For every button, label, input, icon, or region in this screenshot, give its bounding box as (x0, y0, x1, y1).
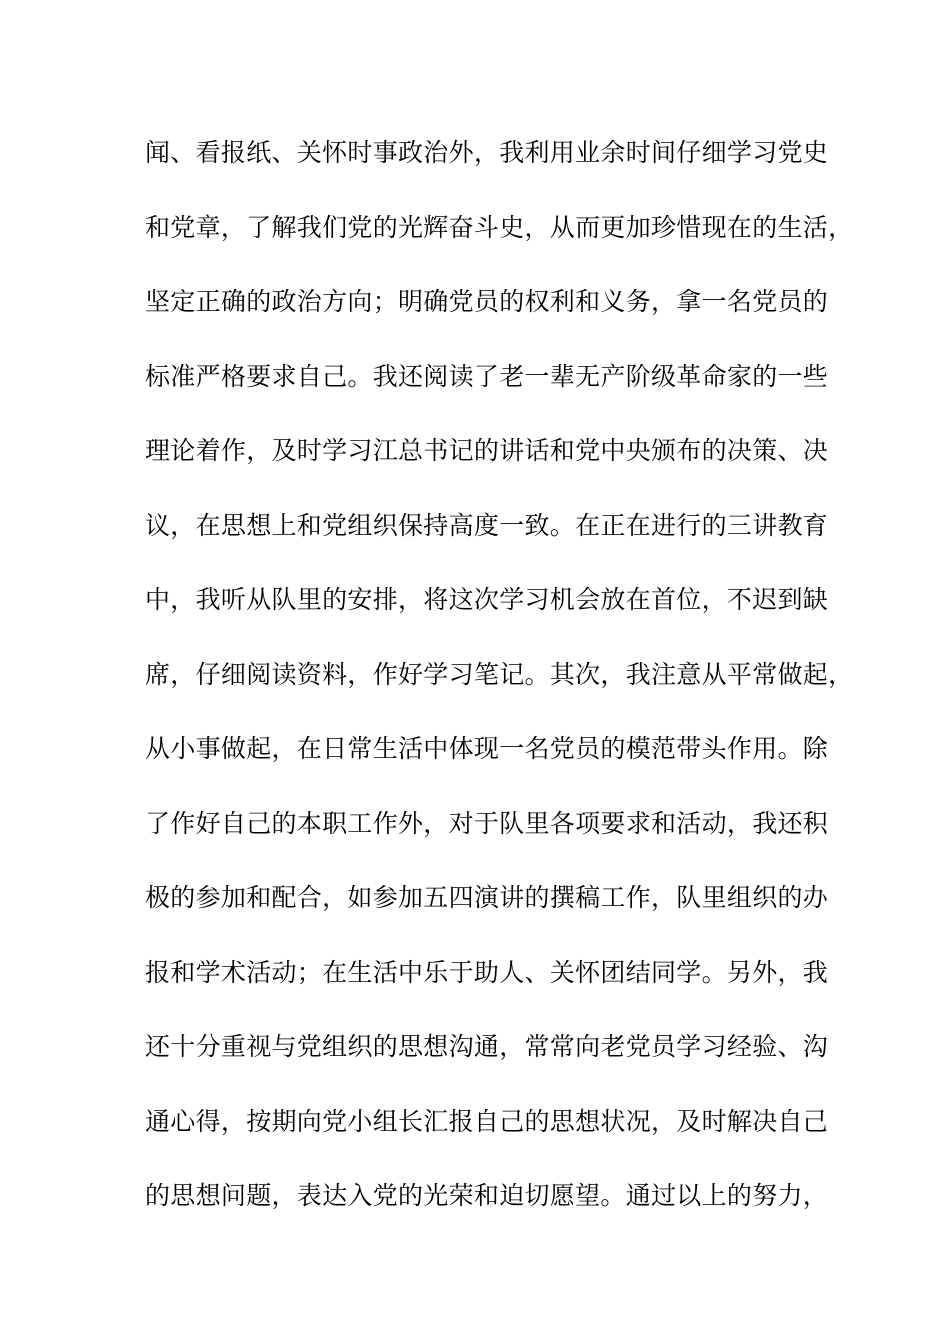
text-line: 还十分重视与党组织的思想沟通，常常向老党员学习经验、沟 (145, 1032, 829, 1061)
text-line: 理论着作，及时学习江总书记的讲话和党中央颁布的决策、决 (145, 436, 829, 465)
text-line: 的思想问题，表达入党的光荣和迫切愿望。通过以上的努力， (145, 1181, 829, 1210)
text-line: 和党章，了解我们党的光辉奋斗史，从而更加珍惜现在的生活， (145, 212, 854, 242)
text-line: 极的参加和配合，如参加五四演讲的撰稿工作，队里组织的办 (145, 883, 829, 912)
text-line: 报和学术活动；在生活中乐于助人、关怀团结同学。另外，我 (145, 957, 829, 987)
text-line: 标准严格要求自己。我还阅读了老一辈无产阶级革命家的一些 (145, 361, 829, 391)
text-line: 坚定正确的政治方向；明确党员的权利和义务，拿一名党员的 (145, 287, 829, 316)
text-line: 了作好自己的本职工作外，对于队里各项要求和活动，我还积 (145, 808, 829, 838)
text-line: 闻、看报纸、关怀时事政治外，我利用业余时间仔细学习党史 (145, 138, 829, 167)
text-line: 从小事做起，在日常生活中体现一名党员的模范带头作用。除 (145, 734, 829, 763)
body-text (145, 128, 854, 1246)
text-line: 通心得，按期向党小组长汇报自己的思想状况，及时解决自己 (145, 1106, 829, 1136)
text-line: 中，我听从队里的安排，将这次学习机会放在首位，不迟到缺 (145, 585, 829, 614)
text-line: 议，在思想上和党组织保持高度一致。在正在进行的三讲教育 (145, 510, 829, 540)
text-line: 席，仔细阅读资料，作好学习笔记。其次，我注意从平常做起， (145, 659, 854, 689)
